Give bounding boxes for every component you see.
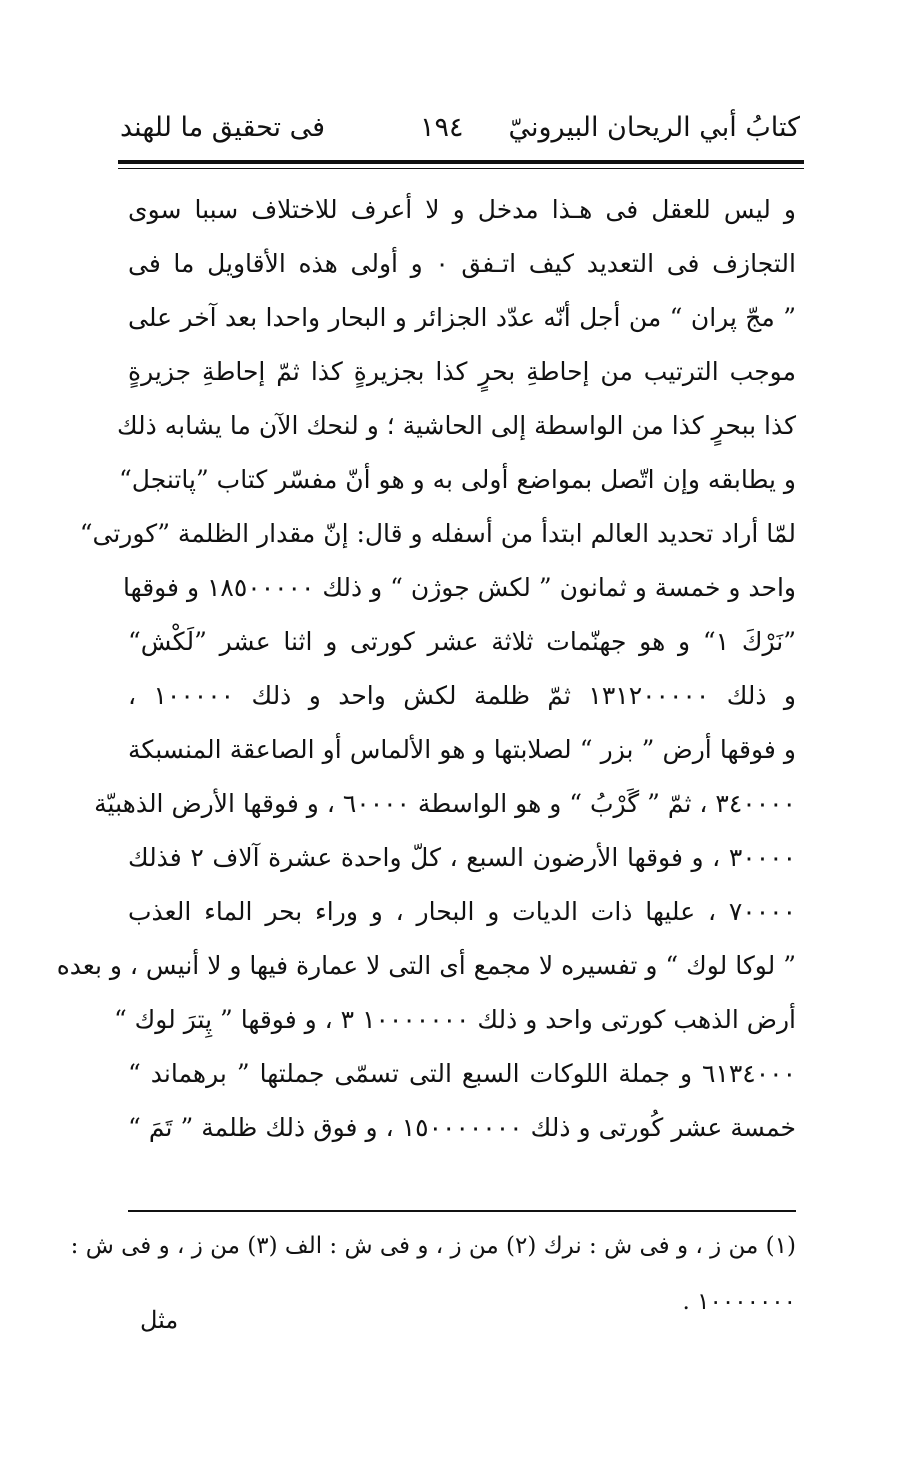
text-line: أرض الذهب كورتى واحد و ذلك ١٠٠٠٠٠٠٠ ٣ ، و فوقها ” پِترَ لوك “ — [113, 1005, 796, 1034]
text-line: ” لوكا لوك “ و تفسيره لا مجمع أى التى لا عمارة فيها و لا أنيس ، و بعده — [56, 951, 796, 980]
text-line: و ليس للعقل فى هـذا مدخل و لا أعرف للاختلاف سببا سوى — [128, 195, 796, 224]
text-line: كذا ببحرٍ كذا من الواسطة إلى الحاشية ؛ و لنحك الآن ما يشابه ذلك — [116, 411, 796, 440]
text-line: ٧٠٠٠٠ ، عليها ذات الديات و البحار ، و وراء بحر الماء العذب — [128, 897, 796, 926]
text-line: ٣٠٠٠٠ ، و فوقها الأرضون السبع ، كلّ واحدة عشرة آلاف ٢ فذلك — [128, 843, 796, 872]
text-line: ”نَرْكَ ١“ و هو جهنّمات ثلاثة عشر كورتى و اثنا عشر ”لَكْش“ — [128, 627, 796, 656]
text-line: خمسة عشر كُورتى و ذلك ١٥٠٠٠٠٠٠٠ ، و فوق ذلك ظلمة ” تَمَ “ — [128, 1113, 796, 1142]
header-rule-thick — [118, 160, 804, 164]
text-line: واحد و خمسة و ثمانون ” لكش جوژن “ و ذلك ١٨٥٠٠٠٠٠ و فوقها — [123, 573, 796, 602]
footnotes — [70, 1218, 796, 1330]
text-line: لمّا أراد تحديد العالم ابتدأ من أسفله و قال: إنّ مقدار الظلمة ”كورتى“ — [79, 519, 796, 548]
text-line: موجب الترتيب من إحاطةِ بحرٍ كذا بجزيرةٍ كذا ثمّ إحاطةِ جزيرةٍ — [128, 357, 796, 386]
running-title: فى تحقيق ما للهند — [120, 112, 326, 143]
book-title: كتابُ أبي الريحان البيرونيّ — [508, 112, 800, 143]
catchword: مثل — [140, 1306, 179, 1334]
text-line: و يطابقه وإن اتّصل بمواضع أولى به و هو أنّ مفسّر كتاب ”پاتنجل“ — [119, 465, 796, 494]
text-line: ” مجّ پران “ من أجل أنّه عدّد الجزائر و البحار واحدا بعد آخر على — [128, 303, 796, 332]
footnote-line: ١٠٠٠٠٠٠٠ . — [682, 1289, 796, 1315]
header-rule-thin — [118, 168, 804, 169]
text-line: و ذلك ١٣١٢٠٠٠٠٠ ثمّ ظلمة لكش واحد و ذلك ١٠٠٠٠٠ ، — [128, 681, 797, 710]
page-header — [120, 108, 800, 158]
footnote-rule — [128, 1210, 796, 1212]
footnote-line: (١) من ز ، و فى ش : نرك (٢) من ز ، و فى ش : الف (٣) من ز ، و فى ش : — [70, 1233, 796, 1259]
page-number: ١٩٤ — [420, 112, 464, 143]
body-text — [56, 183, 797, 1155]
text-line: ٣٤٠٠٠٠ ، ثمّ ” گَرْبُ “ و هو الواسطة ٦٠٠٠٠ ، و فوقها الأرض الذهبيّة — [94, 789, 796, 818]
text-line: ٦١٣٤٠٠٠ و جملة اللوكات السبع التى تسمّى جملتها ” برهماند “ — [128, 1059, 796, 1088]
text-line: و فوقها أرض ” بزر “ لصلابتها و هو الألماس أو الصاعقة المنسبكة — [128, 735, 796, 764]
text-line: التجازف فى التعديد كيف اتـفق ٠ و أولى هذه الأقاويل ما فى — [128, 249, 796, 278]
